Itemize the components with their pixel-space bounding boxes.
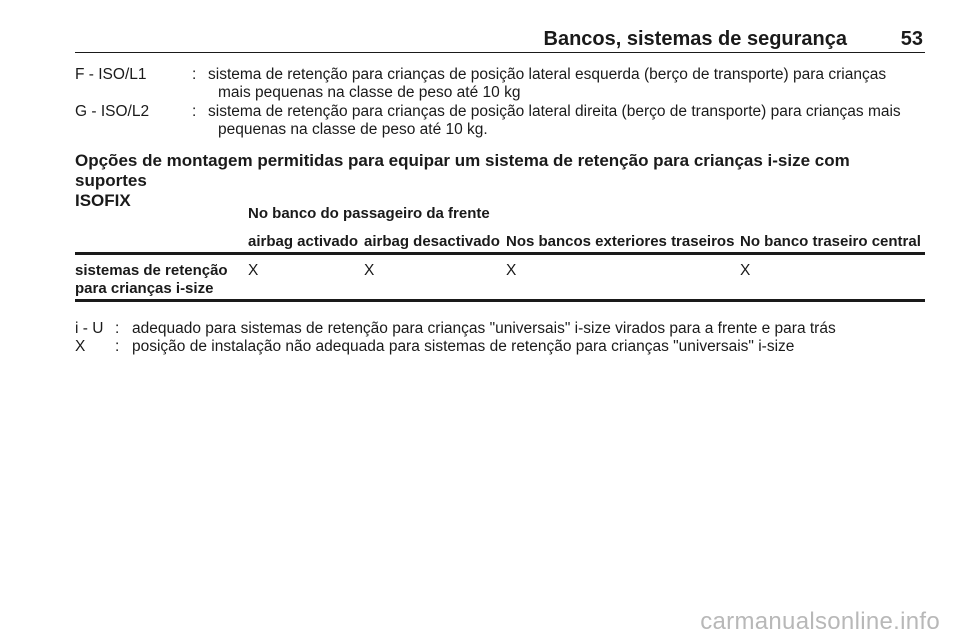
table-cell: X: [248, 262, 259, 279]
table-bottom-rule: [75, 299, 925, 302]
heading-line: Opções de montagem permitidas para equipar um sistema de retenção para crianças i-size com suportes: [75, 151, 850, 190]
legend-term: X: [75, 338, 86, 355]
table-cell: X: [506, 262, 517, 279]
legend-description: posição de instalação não adequada para sistemas de retenção para crianças "universais" i-size: [132, 338, 795, 355]
page-header: [75, 26, 925, 53]
definition-colon: :: [192, 66, 197, 83]
table-cell: X: [740, 262, 751, 279]
column-header: airbag desactivado: [364, 233, 500, 250]
watermark: carmanualsonline.info: [700, 608, 940, 635]
definition-item: [75, 66, 925, 104]
column-header: Nos bancos exteriores traseiros: [506, 233, 735, 250]
section-heading: [75, 151, 925, 211]
heading-line: ISOFIX: [75, 191, 131, 210]
legend-colon: :: [115, 320, 120, 337]
legend-term: i - U: [75, 320, 104, 337]
legend-description: adequado para sistemas de retenção para crianças "universais" i-size virados para a frente e para trás: [132, 320, 836, 337]
definition-term: G - ISO/L2: [75, 103, 150, 120]
table-group-header: No banco do passageiro da frente: [248, 205, 490, 222]
definition-description: [208, 103, 935, 139]
legend-colon: :: [115, 338, 120, 355]
definition-item: [75, 103, 925, 141]
table-row-label: [75, 262, 228, 298]
description-line: mais pequenas na classe de peso até 10 kg: [218, 84, 521, 101]
legend-item: [75, 338, 925, 356]
section-title: Bancos, sistemas de segurança: [543, 28, 847, 50]
definition-colon: :: [192, 103, 197, 120]
row-label-line: sistemas de retenção: [75, 262, 228, 279]
definition-description: [208, 66, 935, 102]
legend-item: [75, 320, 925, 338]
column-header: airbag activado: [248, 233, 359, 250]
description-line: sistema de retenção para crianças de posição lateral direita (berço de transporte) para crianças mais: [208, 103, 901, 120]
table-cell: X: [364, 262, 375, 279]
description-line: sistema de retenção para crianças de posição lateral esquerda (berço de transporte) para crianças: [208, 66, 887, 83]
description-line: pequenas na classe de peso até 10 kg.: [218, 121, 488, 138]
page-number: 53: [900, 28, 923, 50]
table-header-rule: [75, 252, 925, 255]
column-header: No banco traseiro central: [740, 233, 921, 250]
definition-term: F - ISO/L1: [75, 66, 147, 83]
row-label-line: para crianças i-size: [75, 280, 214, 297]
